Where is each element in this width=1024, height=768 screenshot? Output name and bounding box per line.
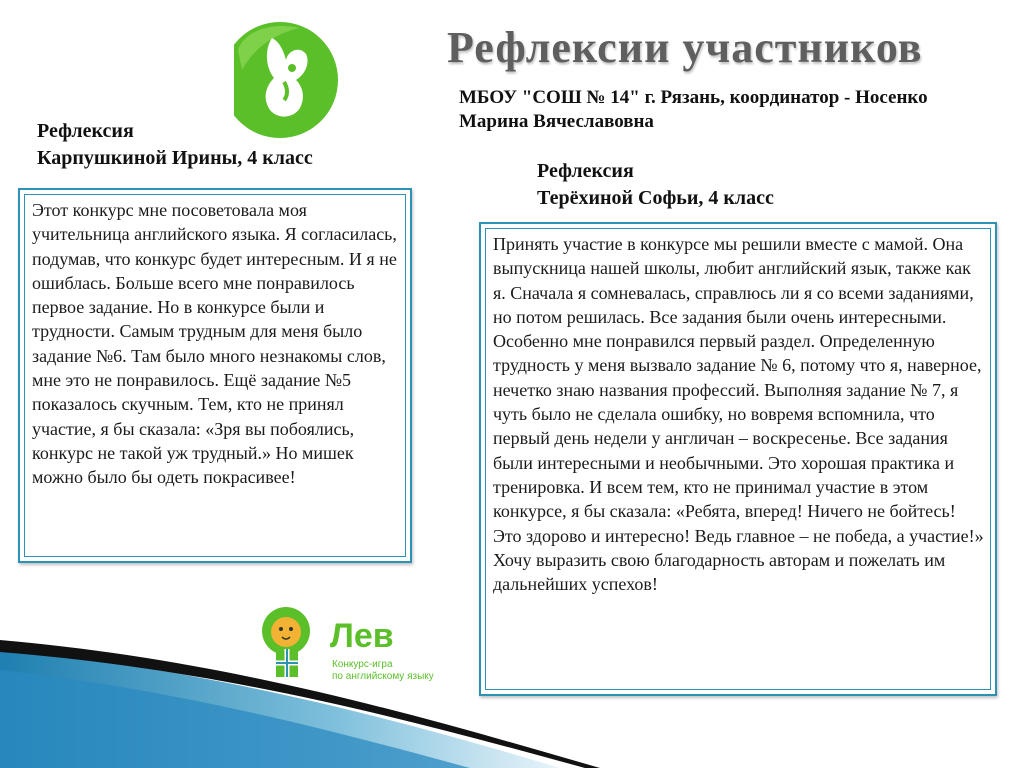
left-reflection-card xyxy=(18,188,412,563)
right-reflection-text: Принять участие в конкурсе мы решили вместе с мамой. Она выпускница нашей школы, любит английский язык, также как я. Сначала я сомневалась, справлюсь ли я со всеми заданиями, но потом решилась. Все задания были очень интересными. Особенно мне понравился первый раздел. Определенную трудность у меня вызвало задание № 6, потому что я, наверное, нечетко знаю названия профессий. Выполняя задание № 7, я чуть было не сделала ошибку, но вовремя вспомнила, что первый день недели у англичан – воскресенье. Все задания были интересными и необычными. Это хорошая практика и тренировка. И всем тем, кто не принимал участие в этом конкурсе, я бы сказала: «Ребята, вперед! Ничего не бойтесь! Это здорово и интересно! Ведь главное – не победа, а участие!» Хочу выразить свою благодарность авторам и пожелать им дальнейших успехов! xyxy=(493,234,984,595)
left-heading-line2: Карпушкиной Ирины, 4 класс xyxy=(37,147,313,169)
organization-info: МБОУ "СОШ № 14" г. Рязань, координатор - Носенко Марина Вячеславовна xyxy=(459,87,928,132)
right-reflection-heading xyxy=(537,158,774,212)
lev-logo-subtitle-line1: Конкурс-игра xyxy=(332,659,393,670)
left-reflection-heading xyxy=(37,118,313,172)
page-title: Рефлексии участников xyxy=(447,23,923,72)
right-heading-line1: Рефлексия xyxy=(537,160,634,182)
left-heading-line1: Рефлексия xyxy=(37,120,134,142)
right-heading-line2: Терёхиной Софьи, 4 класс xyxy=(537,187,774,209)
left-reflection-text: Этот конкурс мне посоветовала моя учительница английского языка. Я согласилась, подумав, что конкурс будет интересным. И я не ошиблась. Больше всего мне понравилось первое задание. Но в конкурсе были и трудности. Самым трудным для меня было задание №6. Там было много незнакомы слов, мне это не понравилось. Ещё задание №5 показалось скучным. Тем, кто не принял участие, я бы сказала: «Зря вы побоялись, конкурс не такой уж трудный.» Но мишек можно было бы одеть покрасивее! xyxy=(32,200,397,488)
lev-contest-logo xyxy=(258,603,454,683)
right-reflection-card xyxy=(479,222,997,696)
lev-logo-subtitle-line2: по английскому языку xyxy=(332,671,434,682)
lev-logo-name: Лев xyxy=(330,617,394,655)
